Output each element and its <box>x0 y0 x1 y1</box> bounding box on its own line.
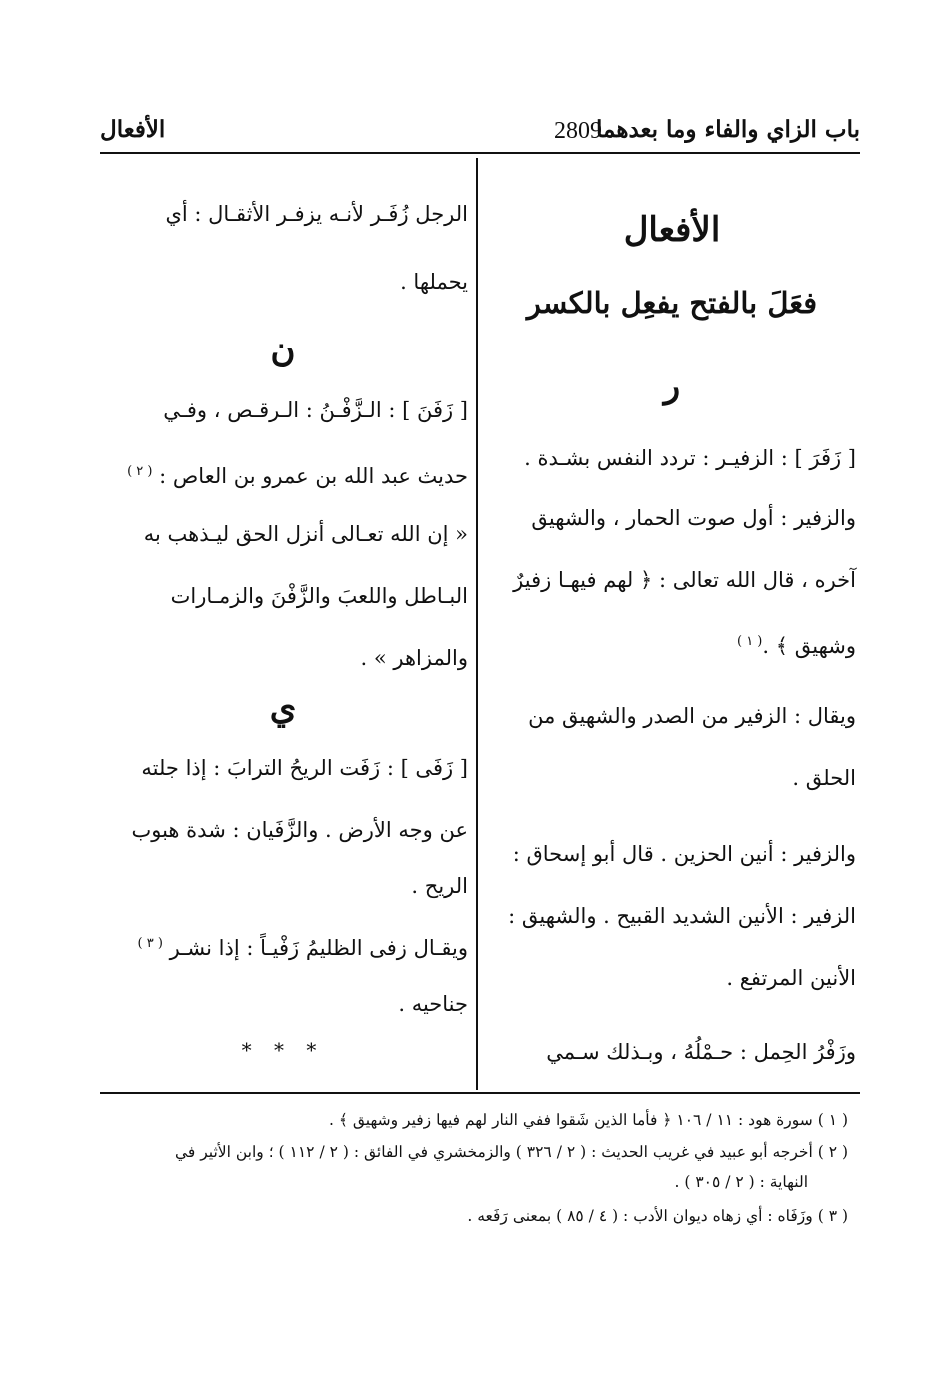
category-title: الأفعال <box>100 116 166 143</box>
footnote-ref-2: ( ٢ ) <box>127 464 153 479</box>
header-rule <box>100 152 860 154</box>
entry-line: البـاطل واللعبَ والزَّفْنَ والزمـارات <box>170 584 468 608</box>
page-number: 2809 <box>554 118 602 144</box>
letter-ra: ر <box>663 366 681 406</box>
section-title: باب الزاي والفاء وما بعدهما <box>596 116 860 143</box>
page-header <box>100 112 860 152</box>
entry-line: الزفير : الأنين الشديد القبيح . والشهيق : <box>508 904 856 928</box>
entry-line: « إن الله تعـالى أنزل الحق ليـذهب به <box>143 522 468 546</box>
entry-text: وشهيق ﴾ . <box>762 634 856 658</box>
entry-line: آخره ، قال الله تعالى : ﴿ لهم فيهـا زفيرٌ <box>513 568 856 592</box>
entry-text: حديث عبد الله بن عمرو بن العاص : <box>159 464 468 488</box>
entry-line: [ زَفَى ] : زَفَت الريحُ الترابَ : إذا جلته <box>141 756 468 780</box>
letter-nun: ن <box>270 330 296 370</box>
footnote-2: ( ٢ ) أخرجه أبو عبيد في غريب الحديث : ( ٢ / ٣٢٦ ) والزمخشري في الفائق : ( ٢ / ١١٢ ) ؛ وابن الأثير في <box>174 1143 848 1161</box>
entry-line <box>138 924 468 964</box>
entry-line: الريح . <box>411 874 468 898</box>
entry-line: ويقال : الزفير من الصدر والشهيق من <box>528 704 856 728</box>
footnote-ref-3: ( ٣ ) <box>137 936 163 951</box>
entry-line: الحلق . <box>792 766 856 790</box>
entry-line: [ زَفَرَ ] : الزفيـر : تردد النفس بشـدة . <box>524 446 856 470</box>
column-divider <box>476 158 478 1090</box>
heading-title: الأفعال <box>623 210 721 250</box>
right-column <box>488 190 856 1085</box>
entry-line: والزفير : أنين الحزين . قال أبو إسحاق : <box>512 842 856 866</box>
footnote-ref-1: ( ١ ) <box>736 634 763 649</box>
entry-line <box>737 622 856 662</box>
entry-line: والزفير : أول صوت الحمار ، والشهيق <box>531 506 856 530</box>
entry-line: الأنين المرتفع . <box>726 966 856 990</box>
entry-line: [ زَفَنَ ] : الـزَّفْـنُ : الـرقـص ، وفـي <box>163 398 468 422</box>
entry-line: والمزاهر » . <box>360 646 468 670</box>
heading-subtitle: فعَلَ بالفتح يفعِل بالكسر <box>526 286 818 320</box>
footnote-3: ( ٣ ) وزَفَاه : أي زهاه ديوان الأدب : ( ٤ / ٨٥ ) بمعنى رَفَعه . <box>467 1207 848 1225</box>
entry-line <box>127 452 468 492</box>
entry-text: ويقـال زفى الظليمُ زَفْيـاً : إذا نشـر <box>169 936 468 960</box>
entry-line: عن وجه الأرض . والزَّفَيان : شدة هبوب <box>131 818 468 842</box>
section-stars: * * * <box>241 1038 325 1062</box>
entry-line: يحملها . <box>400 270 468 294</box>
letter-ya: ي <box>269 688 297 728</box>
footnote-1: ( ١ ) سورة هود : ١١ / ١٠٦ ﴿ فأما الذين شَقوا ففي النار لهم فيها زفير وشهيق ﴾ . <box>329 1111 848 1129</box>
footnote-rule <box>100 1092 860 1094</box>
entry-line: جناحيه . <box>398 992 468 1016</box>
entry-line: وزَفْرُ الحِمل : حـمْلُهُ ، وبـذلك سـمي <box>546 1040 856 1064</box>
footnote-2-cont: النهاية : ( ٢ / ٣٠٥ ) . <box>674 1173 808 1191</box>
left-column <box>98 190 468 1085</box>
entry-line: الرجل زُفَـر لأنـه يزفـر الأثقـال : أي <box>165 202 468 226</box>
